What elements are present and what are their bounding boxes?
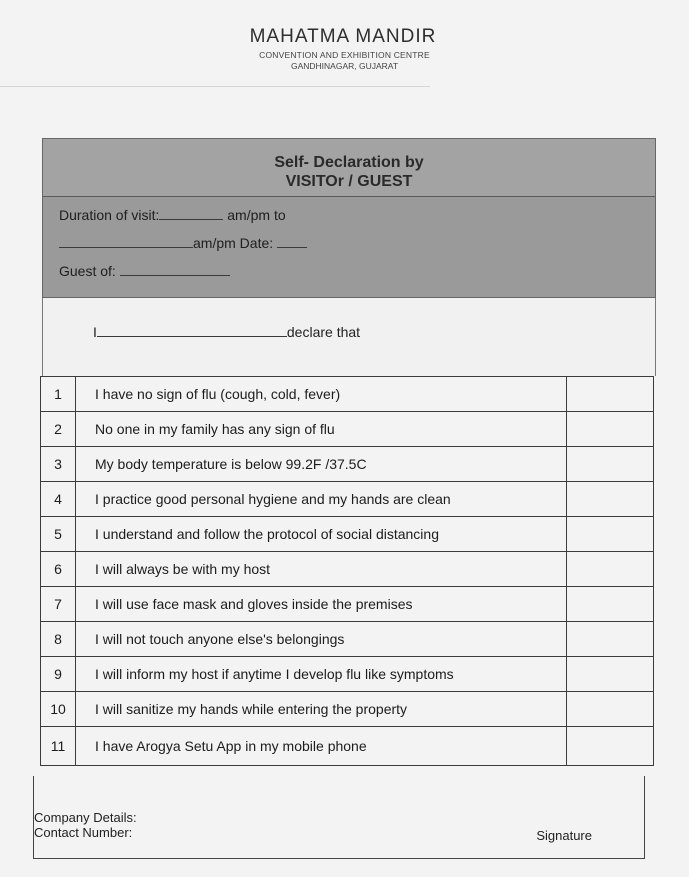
declaration-line [93, 324, 360, 340]
item-check-cell[interactable] [567, 412, 654, 447]
declarant-name-field[interactable] [97, 335, 287, 337]
letterhead [0, 26, 689, 71]
table-row [41, 447, 654, 482]
item-check-cell[interactable] [567, 517, 654, 552]
item-number: 2 [41, 412, 76, 447]
table-row [41, 622, 654, 657]
item-text: No one in my family has any sign of flu [76, 412, 567, 447]
guest-of-line [59, 263, 230, 279]
declaration-row [42, 298, 656, 376]
table-row [41, 587, 654, 622]
duration-end-line [59, 235, 307, 251]
item-number: 4 [41, 482, 76, 517]
guest-of-field[interactable] [120, 274, 230, 276]
item-check-cell[interactable] [567, 447, 654, 482]
signature-label: Signature [536, 828, 592, 843]
organization-location: GANDHINAGAR, GUJARAT [290, 61, 399, 71]
ampm-date-label: am/pm Date: [193, 235, 274, 251]
item-check-cell[interactable] [567, 377, 654, 412]
item-text: I understand and follow the protocol of social distancing [76, 517, 567, 552]
item-check-cell[interactable] [567, 727, 654, 766]
table-row [41, 552, 654, 587]
declaration-prefix: I [93, 324, 97, 340]
item-number: 3 [41, 447, 76, 482]
item-number: 7 [41, 587, 76, 622]
form-footer [33, 776, 645, 859]
declaration-suffix: declare that [286, 324, 361, 340]
table-row [41, 692, 654, 727]
item-number: 11 [41, 727, 76, 766]
duration-to-field[interactable] [59, 246, 193, 248]
item-check-cell[interactable] [567, 552, 654, 587]
item-text: My body temperature is below 99.2F /37.5C [76, 447, 567, 482]
table-row [41, 377, 654, 412]
form-header [42, 138, 656, 298]
duration-label: Duration of visit: [59, 207, 160, 223]
self-declaration-form [42, 138, 656, 766]
table-row [41, 657, 654, 692]
contact-number-label: Contact Number: [34, 825, 133, 840]
item-text: I will sanitize my hands while entering the property [76, 692, 567, 727]
form-title-line2: VISITOr / GUEST [285, 173, 413, 190]
date-field[interactable] [277, 246, 307, 248]
item-number: 5 [41, 517, 76, 552]
organization-subtitle: CONVENTION AND EXHIBITION CENTRE [259, 50, 430, 60]
item-check-cell[interactable] [567, 587, 654, 622]
item-number: 9 [41, 657, 76, 692]
duration-from-field[interactable] [159, 218, 223, 220]
duration-line [59, 207, 286, 223]
form-title [43, 139, 655, 197]
company-block [34, 810, 137, 840]
item-check-cell[interactable] [567, 657, 654, 692]
item-text: I will always be with my host [76, 552, 567, 587]
letterhead-divider [0, 86, 430, 87]
ampm-to-label: am/pm to [227, 207, 286, 223]
item-text: I will inform my host if anytime I develop flu like symptoms [76, 657, 567, 692]
declaration-table [40, 376, 654, 766]
item-text: I have Arogya Setu App in my mobile phone [76, 727, 567, 766]
table-row [41, 412, 654, 447]
item-number: 10 [41, 692, 76, 727]
table-row [41, 517, 654, 552]
guest-of-label: Guest of: [59, 263, 116, 279]
item-check-cell[interactable] [567, 692, 654, 727]
form-title-line1: Self- Declaration by [274, 154, 424, 171]
item-text: I practice good personal hygiene and my hands are clean [76, 482, 567, 517]
item-text: I have no sign of flu (cough, cold, fever) [76, 377, 567, 412]
item-number: 8 [41, 622, 76, 657]
table-row [41, 727, 654, 766]
table-row [41, 482, 654, 517]
item-number: 6 [41, 552, 76, 587]
item-check-cell[interactable] [567, 482, 654, 517]
company-details-label: Company Details: [34, 810, 137, 825]
item-number: 1 [41, 377, 76, 412]
organization-name: MAHATMA MANDIR [249, 26, 437, 47]
item-text: I will use face mask and gloves inside the premises [76, 587, 567, 622]
item-check-cell[interactable] [567, 622, 654, 657]
item-text: I will not touch anyone else's belongings [76, 622, 567, 657]
